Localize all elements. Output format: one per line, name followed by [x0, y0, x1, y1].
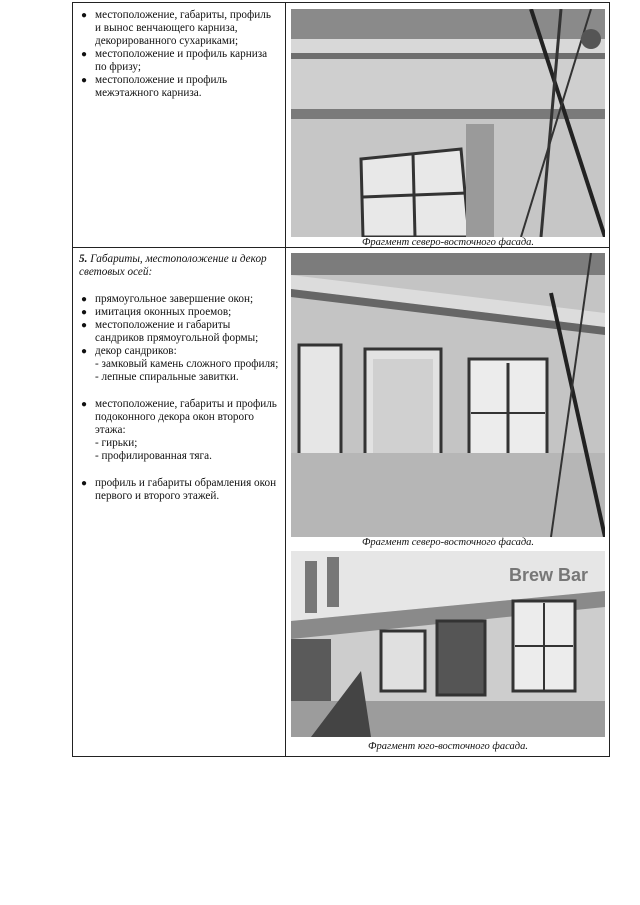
photo-caption: Фрагмент северо-восточного фасада. [361, 237, 535, 248]
column-divider [285, 3, 286, 756]
list-item: ● местоположение, габариты, профиль и вынос венчающего карниза, декорированного сухариками; [81, 9, 271, 47]
list-item: ● имитация оконных проемов; [81, 306, 232, 318]
row1-text-cell [79, 9, 279, 100]
photo-caption: Фрагмент северо-восточного фасада. [361, 537, 535, 548]
list-item: ● декор сандриков: - замковый камень сложного профиля; - лепные спиральные завитки. [81, 345, 279, 383]
list-item: ● местоположение и габариты сандриков прямоугольной формы; [81, 319, 259, 344]
list-item: ● местоположение и профиль карниза по фризу; [81, 48, 268, 73]
list-item: ● местоположение, габариты и профиль подоконного декора окон второго этажа: - гирьки; - профилированная тяга. [81, 398, 277, 462]
photo-northeast-cornice [291, 9, 605, 237]
shop-sign-text: Brew Bar [509, 565, 589, 585]
photo-caption: Фрагмент юго-восточного фасада. [368, 741, 528, 752]
list-item: ● прямоугольное завершение окон; [81, 293, 254, 305]
row2-text-cell [79, 253, 279, 503]
list-item: ● профиль и габариты обрамления окон первого и второго этажей. [81, 477, 277, 502]
heritage-table [72, 2, 610, 757]
list-item: ● местоположение и профиль межэтажного карниза. [81, 74, 228, 99]
section-heading: 5. Габариты, местоположение и декор световых осей: [79, 253, 267, 278]
photo-southeast-facade [291, 551, 605, 737]
photo-northeast-windows [291, 253, 605, 537]
